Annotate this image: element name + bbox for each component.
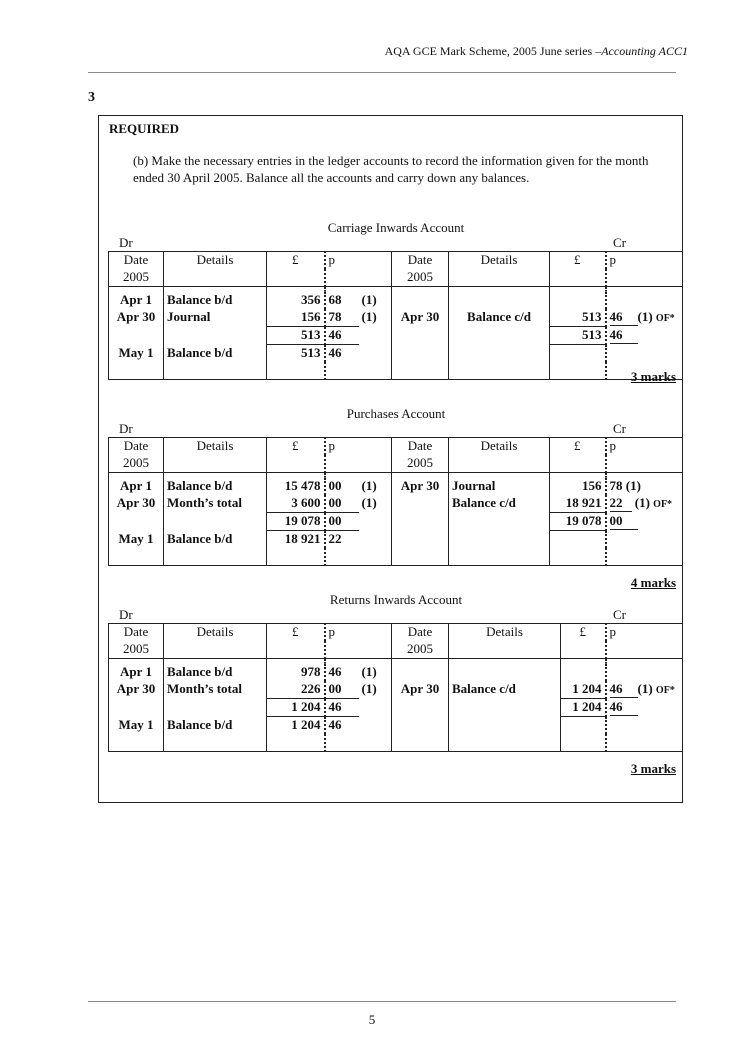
- credit-details: Balance c/d: [449, 309, 550, 327]
- own-figure-note: OF*: [655, 313, 675, 324]
- header-row: [109, 438, 683, 456]
- mark-award: (1): [361, 681, 377, 696]
- details-header: Details: [449, 438, 550, 456]
- page-number: 5: [368, 1012, 376, 1027]
- table-row: [109, 531, 683, 549]
- pound-header: £: [550, 438, 606, 456]
- credit-pence: 46: [610, 681, 638, 698]
- credit-total-pence: 46: [610, 327, 638, 344]
- debit-pence: 46: [328, 717, 342, 732]
- debit-date: Apr 30: [109, 681, 164, 699]
- credit-date: Apr 30: [392, 681, 449, 699]
- debit-pounds: 513: [267, 345, 325, 363]
- pound-header: £: [550, 252, 606, 270]
- ledger-table: [108, 437, 683, 566]
- credit-date: Apr 30: [392, 309, 449, 327]
- debit-date: Apr 30: [109, 495, 164, 513]
- year-label: 2005: [392, 455, 449, 473]
- header-separator: –: [592, 44, 602, 58]
- header-subject: Accounting ACC1: [601, 44, 688, 58]
- credit-total-pence: 46: [610, 699, 638, 716]
- mark-award: (1): [637, 309, 653, 324]
- credit-pounds: 1 204: [561, 681, 606, 699]
- year-label: 2005: [109, 641, 164, 659]
- debit-pence: 00: [328, 478, 342, 493]
- year-label: 2005: [109, 269, 164, 287]
- credit-total-pounds: 1 204: [561, 699, 606, 717]
- mark-award: (1): [361, 495, 377, 510]
- debit-pounds: 1 204: [267, 717, 325, 735]
- debit-pence: 46: [328, 664, 342, 679]
- year-label: 2005: [392, 269, 449, 287]
- pence-header: p: [325, 438, 359, 456]
- debit-total-pounds: 19 078: [267, 513, 325, 531]
- details-header: Details: [449, 252, 550, 270]
- debit-pounds: 15 478: [267, 478, 325, 495]
- table-row: [109, 495, 683, 513]
- total-row: [109, 327, 683, 345]
- pence-header: p: [606, 252, 683, 270]
- header-row: [109, 252, 683, 270]
- year-row: [109, 455, 683, 473]
- header-row: [109, 624, 683, 642]
- debit-details: Month’s total: [164, 495, 267, 513]
- debit-pence: 68: [328, 292, 342, 307]
- cr-label: Cr: [613, 607, 626, 622]
- credit-pence: 46: [610, 309, 638, 326]
- credit-pounds: 18 921: [550, 495, 606, 513]
- table-row: [109, 345, 683, 363]
- credit-details: Balance c/d: [449, 495, 550, 513]
- debit-pounds: 978: [267, 664, 325, 681]
- credit-date: Apr 30: [392, 478, 449, 495]
- header-rule: [88, 72, 676, 73]
- table-row: [109, 717, 683, 735]
- table-row: [109, 664, 683, 681]
- debit-pounds: 226: [267, 681, 325, 699]
- date-header: Date: [392, 624, 449, 642]
- account-title: Returns Inwards Account: [329, 592, 463, 607]
- dr-label: Dr: [119, 235, 133, 250]
- debit-pence: 46: [328, 345, 342, 360]
- table-row: [109, 292, 683, 309]
- debit-pence: 22: [328, 531, 342, 546]
- own-figure-note: OF*: [655, 685, 675, 696]
- debit-pence: 00: [325, 495, 359, 513]
- debit-pence: 78: [325, 309, 359, 327]
- debit-date: Apr 1: [109, 478, 164, 495]
- table-row: [109, 478, 683, 495]
- question-number: 3: [88, 90, 95, 105]
- debit-details: Journal: [164, 309, 267, 327]
- details-header: Details: [164, 252, 267, 270]
- ledger-table: [108, 623, 683, 752]
- own-figure-note: OF*: [653, 499, 673, 510]
- page-header: [385, 44, 688, 59]
- pence-header: p: [325, 252, 359, 270]
- marks-label: 4 marks: [630, 575, 676, 590]
- account-title: Carriage Inwards Account: [327, 220, 465, 235]
- mark-award: (1): [361, 478, 377, 493]
- date-header: Date: [392, 252, 449, 270]
- credit-pounds: 513: [550, 309, 606, 327]
- account-title: Purchases Account: [346, 406, 446, 421]
- credit-details: Journal: [449, 478, 550, 495]
- debit-details: Month’s total: [164, 681, 267, 699]
- cr-label: Cr: [613, 421, 626, 436]
- ledger-table: [108, 251, 683, 380]
- credit-pence-cell: [606, 309, 683, 327]
- debit-date: Apr 1: [109, 664, 164, 681]
- pence-header: p: [325, 624, 359, 642]
- pound-header: £: [561, 624, 606, 642]
- marks-label: 3 marks: [630, 761, 676, 776]
- pound-header: £: [267, 624, 325, 642]
- debit-pounds: 156: [267, 309, 325, 327]
- debit-details: Balance b/d: [164, 531, 267, 549]
- table-row: [109, 681, 683, 699]
- mark-award: (1): [625, 478, 641, 493]
- pence-header: p: [606, 438, 683, 456]
- debit-pence: 00: [325, 681, 359, 699]
- dr-label: Dr: [119, 607, 133, 622]
- pound-header: £: [267, 252, 325, 270]
- details-header: Details: [164, 438, 267, 456]
- credit-pence-cell: [606, 681, 683, 699]
- credit-total-pounds: 513: [550, 327, 606, 345]
- dr-label: Dr: [119, 421, 133, 436]
- debit-pounds: 18 921: [267, 531, 325, 549]
- details-header: Details: [164, 624, 267, 642]
- mark-award: (1): [637, 681, 653, 696]
- credit-total-pounds: 19 078: [550, 513, 606, 531]
- date-header: Date: [109, 624, 164, 642]
- date-header: Date: [109, 252, 164, 270]
- marks-label: 3 marks: [630, 369, 676, 384]
- credit-pence-cell: [606, 478, 683, 495]
- date-header: Date: [109, 438, 164, 456]
- answer-box: [98, 115, 683, 803]
- debit-total-pounds: 513: [267, 327, 325, 345]
- debit-date: Apr 1: [109, 292, 164, 309]
- debit-details: Balance b/d: [164, 478, 267, 495]
- mark-award: (1): [361, 664, 377, 679]
- year-row: [109, 641, 683, 659]
- credit-pence-cell: [606, 495, 683, 513]
- instruction-text: (b) Make the necessary entries in the ledger accounts to record the information given for the month ended 30 April 2005. Balance all the accounts and carry down any balances.: [133, 153, 649, 185]
- mark-award: (1): [634, 495, 650, 510]
- year-row: [109, 269, 683, 287]
- credit-pounds: 156: [550, 478, 606, 495]
- debit-details: Balance b/d: [164, 345, 267, 363]
- debit-details: Balance b/d: [164, 717, 267, 735]
- mark-award: (1): [361, 292, 377, 307]
- required-label: REQUIRED: [109, 121, 180, 136]
- debit-pounds: 3 600: [267, 495, 325, 513]
- pence-header: p: [606, 624, 683, 642]
- credit-pence: 78: [609, 478, 623, 493]
- cr-label: Cr: [613, 235, 626, 250]
- debit-pounds: 356: [267, 292, 325, 309]
- debit-date: May 1: [109, 345, 164, 363]
- credit-total-pence: 00: [610, 513, 638, 530]
- debit-total-pence: 00: [325, 513, 359, 531]
- header-title: AQA GCE Mark Scheme, 2005 June series: [384, 44, 593, 58]
- debit-date: Apr 30: [109, 309, 164, 327]
- total-row: [109, 513, 683, 531]
- total-row: [109, 699, 683, 717]
- credit-details: Balance c/d: [449, 681, 561, 699]
- debit-details: Balance b/d: [164, 292, 267, 309]
- mark-award: (1): [361, 309, 377, 324]
- credit-pence: 22: [610, 495, 632, 512]
- debit-date: May 1: [109, 531, 164, 549]
- date-header: Date: [392, 438, 449, 456]
- year-label: 2005: [109, 455, 164, 473]
- details-header: Details: [449, 624, 561, 642]
- year-label: 2005: [392, 641, 449, 659]
- footer-rule: [88, 1001, 676, 1002]
- table-row: [109, 309, 683, 327]
- debit-total-pence: 46: [325, 327, 359, 345]
- debit-total-pounds: 1 204: [267, 699, 325, 717]
- debit-total-pence: 46: [325, 699, 359, 717]
- debit-details: Balance b/d: [164, 664, 267, 681]
- debit-date: May 1: [109, 717, 164, 735]
- pound-header: £: [267, 438, 325, 456]
